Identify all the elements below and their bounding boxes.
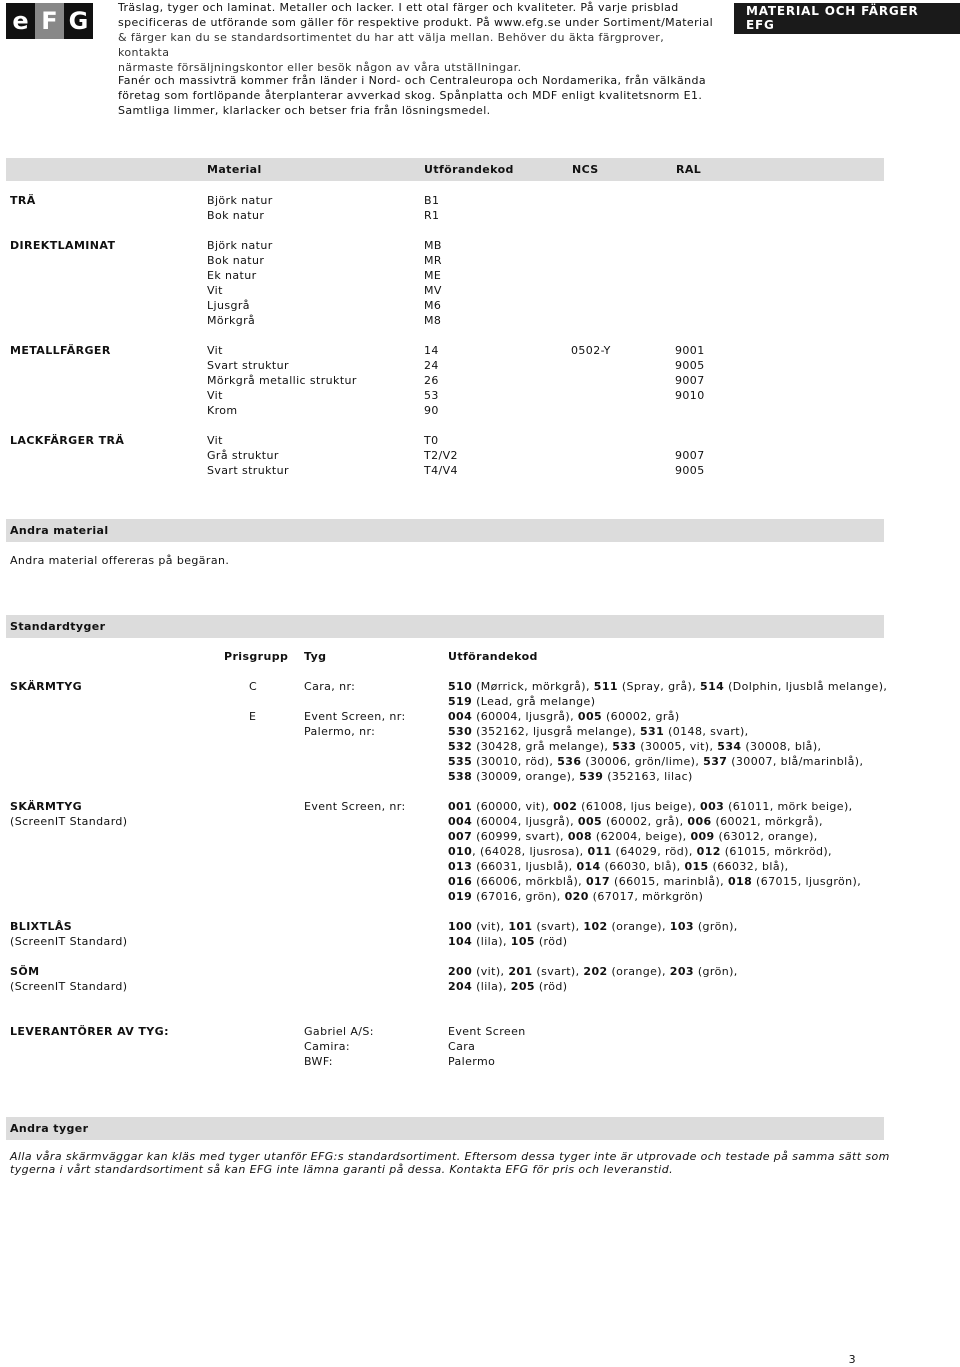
materials-header-bar [6, 158, 884, 181]
fabric-code: 007 [448, 830, 473, 843]
fabric-description: (60021, mörkgrå), [711, 815, 823, 828]
material-material-cell: Ljusgrå [207, 299, 250, 312]
efg-logo [6, 3, 93, 39]
fabric-code-line [448, 724, 749, 739]
header-fabric: Tyg [304, 650, 327, 663]
material-material-cell: Bok natur [207, 254, 265, 267]
fabric-code: 017 [585, 875, 611, 888]
header-ncs: NCS [572, 163, 599, 176]
fabric-code: 205 [510, 980, 535, 993]
fabric-description: (61015, mörkröd), [720, 845, 832, 858]
fabric-description: (30007, blå/marinblå), [727, 755, 864, 768]
fabric-code: 537 [703, 755, 728, 768]
fabric-description: (60000, vit), [472, 800, 554, 813]
fabric-description: (66006, mörkblå), [472, 875, 586, 888]
category-zipper: BLIXTLÅS [10, 920, 73, 933]
fabric-description: (60004, ljusgrå), [472, 710, 578, 723]
fabric-description: (30009, orange), [472, 770, 580, 783]
section-badge [734, 3, 960, 34]
fabric-code: 005 [577, 815, 603, 828]
material-category: METALLFÄRGER [10, 344, 111, 357]
fabric-description: (lila), [472, 980, 511, 993]
fabric-description: , (64028, ljusrosa), [472, 845, 588, 858]
standard-fabrics-bar [6, 615, 884, 638]
fabric-description: (66015, marinblå), [610, 875, 728, 888]
category-screen-fabric: SKÄRMTYG [10, 680, 83, 693]
fabric-code: 510 [448, 680, 473, 693]
material-material-cell: Björk natur [207, 239, 273, 252]
header-ral: RAL [676, 163, 702, 176]
fabric-description: (Spray, grå), [617, 680, 701, 693]
fabric-code-line [448, 769, 693, 784]
badge-line1: MATERIAL OCH FÄRGER [746, 4, 919, 18]
fabric-code-line [448, 934, 567, 949]
fabric-code: 105 [510, 935, 535, 948]
material-code-cell: 53 [424, 389, 439, 402]
fabric-code: 511 [593, 680, 618, 693]
header-code: Utförandekod [424, 163, 514, 176]
fabric-event-screen: Event Screen, nr: [304, 710, 406, 723]
info-line: Fanér och massivträ kommer från länder i Nord- och Centraleuropa och Nordamerika, från välkända [118, 74, 706, 87]
fabric-description: (61008, ljus beige), [577, 800, 701, 813]
material-code-cell: 14 [424, 344, 439, 357]
material-material-cell: Vit [207, 434, 223, 447]
fabric-code-line [448, 979, 567, 994]
fabric-description: (lila), [472, 935, 511, 948]
material-code-cell: MB [424, 239, 442, 252]
other-material-title: Andra material [10, 524, 109, 537]
fabric-code: 006 [687, 815, 712, 828]
fabric-description: (Dolphin, ljusblå melange), [724, 680, 888, 693]
category-screen-fabric-standard: SKÄRMTYG [10, 800, 83, 813]
fabric-code: 101 [508, 920, 533, 933]
fabric-description: (vit), [472, 920, 509, 933]
fabric-code: 018 [727, 875, 753, 888]
standard-fabrics-title: Standardtyger [10, 620, 106, 633]
fabric-code: 538 [448, 770, 473, 783]
material-code-cell: T4/V4 [424, 464, 458, 477]
fabric-code: 102 [583, 920, 608, 933]
material-code-cell: R1 [424, 209, 440, 222]
fabric-description: (orange), [607, 920, 670, 933]
header-price-group: Prisgrupp [224, 650, 289, 663]
fabric-code: 201 [508, 965, 533, 978]
material-code-cell: M6 [424, 299, 442, 312]
material-category: LACKFÄRGER TRÄ [10, 434, 125, 447]
material-material-cell: Svart struktur [207, 359, 289, 372]
fabric-description: (Lead, grå melange) [472, 695, 596, 708]
fabric-code: 204 [448, 980, 473, 993]
fabric-code: 534 [717, 740, 742, 753]
material-code-cell: 26 [424, 374, 439, 387]
material-category: DIREKTLAMINAT [10, 239, 116, 252]
fabric-description: (66032, blå), [708, 860, 789, 873]
material-material-cell: Krom [207, 404, 238, 417]
fabric-description: (67017, mörkgrön) [588, 890, 704, 903]
material-code-cell: M8 [424, 314, 442, 327]
fabric-description: (66030, blå), [600, 860, 685, 873]
material-code-cell: MV [424, 284, 442, 297]
fabric-code: 539 [579, 770, 604, 783]
supplier-product: Cara [448, 1040, 476, 1053]
material-code-cell: MR [424, 254, 442, 267]
fabric-code: 533 [612, 740, 637, 753]
fabric-code-line [448, 964, 738, 979]
info-line: företag som fortlöpande återplanterar avverkad skog. Spånplatta och MDF enligt kvalitetsnorm E1. [118, 89, 703, 102]
fabric-code: 019 [448, 890, 473, 903]
fabric-code: 012 [696, 845, 721, 858]
category-suppliers: LEVERANTÖRER AV TYG: [10, 1025, 169, 1038]
fabric-description: (66031, ljusblå), [472, 860, 577, 873]
material-ral-cell: 9007 [675, 374, 705, 387]
other-fabrics-title: Andra tyger [10, 1122, 89, 1135]
material-material-cell: Grå struktur [207, 449, 279, 462]
fabric-description: (Mørrick, mörkgrå), [472, 680, 594, 693]
other-material-bar [6, 519, 884, 542]
fabric-description: (röd) [534, 980, 568, 993]
page-number: 3 [848, 1353, 856, 1366]
supplier-product: Event Screen [448, 1025, 526, 1038]
fabric-code-line [448, 844, 832, 859]
material-material-cell: Mörkgrå metallic struktur [207, 374, 357, 387]
fabric-code: 203 [669, 965, 694, 978]
fabric-code-line [448, 889, 703, 904]
fabric-description: (60002, grå), [602, 815, 688, 828]
fabric-description: (60002, grå) [602, 710, 680, 723]
material-material-cell: Vit [207, 389, 223, 402]
fabric-code: 008 [567, 830, 593, 843]
fabric-palermo: Palermo, nr: [304, 725, 376, 738]
fabric-code: 001 [448, 800, 473, 813]
material-code-cell: T2/V2 [424, 449, 458, 462]
intro-line: & färger kan du se standardsortimentet du har att välja mellan. Behöver du äkta färgprover, kontakta [118, 31, 665, 59]
header-fabric-code: Utförandekod [448, 650, 538, 663]
logo-letter-g: G [64, 3, 93, 39]
material-code-cell: ME [424, 269, 442, 282]
fabric-description: (352162, ljusgrå melange), [472, 725, 640, 738]
fabric-code: 103 [669, 920, 694, 933]
fabric-code: 100 [448, 920, 473, 933]
fabric-event-screen-standard: Event Screen, nr: [304, 800, 406, 813]
category-sub: (ScreenIT Standard) [10, 815, 128, 828]
fabric-code: 536 [557, 755, 582, 768]
material-category: TRÄ [10, 194, 36, 207]
fabric-description: (60999, svart), [472, 830, 568, 843]
material-code-cell: 90 [424, 404, 439, 417]
fabric-description: (grön), [693, 965, 738, 978]
fabric-code-line [448, 739, 821, 754]
logo-letter-e: e [6, 3, 35, 39]
badge-line2: EFG [746, 18, 775, 32]
fabric-description: (67016, grön), [472, 890, 565, 903]
material-material-cell: Vit [207, 284, 223, 297]
fabric-code: 011 [587, 845, 612, 858]
logo-letter-f: F [35, 3, 64, 39]
fabric-description: (vit), [472, 965, 509, 978]
fabric-description: (0148, svart), [664, 725, 749, 738]
material-material-cell: Mörkgrå [207, 314, 256, 327]
fabric-code: 104 [448, 935, 473, 948]
fabric-description: (67015, ljusgrön), [752, 875, 862, 888]
fabric-code: 002 [553, 800, 578, 813]
fabric-description: (60004, ljusgrå), [472, 815, 578, 828]
fabric-description: (30428, grå melange), [472, 740, 613, 753]
wood-info-paragraph [118, 73, 838, 118]
material-ral-cell: 9005 [675, 464, 705, 477]
material-material-cell: Svart struktur [207, 464, 289, 477]
other-fabrics-line: Alla våra skärmväggar kan kläs med tyger utanför EFG:s standardsortiment. Eftersom dessa tyger inte är utprovade och testade på samma sätt som [10, 1150, 890, 1163]
price-group-e: E [249, 710, 257, 723]
fabric-description: (63012, orange), [714, 830, 818, 843]
intro-paragraph [118, 0, 718, 75]
fabric-description: (30005, vit), [636, 740, 718, 753]
material-ral-cell: 9010 [675, 389, 705, 402]
material-material-cell: Björk natur [207, 194, 273, 207]
fabric-code-line [448, 799, 853, 814]
fabric-code: 013 [448, 860, 473, 873]
info-line: Samtliga limmer, klarlacker och betser fria från lösningsmedel. [118, 104, 491, 117]
supplier-name: BWF: [304, 1055, 333, 1068]
intro-line: specificeras de utförande som gäller för respektive produkt. På www.efg.se under Sortiment/Material [118, 16, 714, 29]
fabric-code: 003 [700, 800, 725, 813]
material-material-cell: Ek natur [207, 269, 257, 282]
fabric-code: 514 [700, 680, 725, 693]
fabric-description: (61011, mörk beige), [724, 800, 853, 813]
fabric-code: 532 [448, 740, 473, 753]
fabric-description: (62004, beige), [592, 830, 691, 843]
material-ral-cell: 9005 [675, 359, 705, 372]
intro-line: Träslag, tyger och laminat. Metaller och lacker. I ett otal färger och kvaliteter. På varje prisblad [118, 1, 679, 14]
fabric-code-line [448, 919, 738, 934]
fabric-code: 535 [448, 755, 473, 768]
fabric-code: 014 [576, 860, 601, 873]
fabric-code: 016 [448, 875, 473, 888]
fabric-description: (352163, lilac) [603, 770, 693, 783]
fabric-code: 202 [583, 965, 608, 978]
fabric-code-line [448, 754, 863, 769]
other-material-text: Andra material offereras på begäran. [10, 554, 230, 567]
material-code-cell: T0 [424, 434, 439, 447]
fabric-code: 015 [684, 860, 709, 873]
fabric-cara: Cara, nr: [304, 680, 356, 693]
fabric-code: 530 [448, 725, 473, 738]
material-ncs-cell: 0502-Y [571, 344, 611, 357]
fabric-description: (svart), [532, 965, 584, 978]
supplier-name: Camira: [304, 1040, 350, 1053]
fabric-code: 010 [448, 845, 473, 858]
header-material: Material [207, 163, 262, 176]
fabric-code-line [448, 829, 818, 844]
fabric-code: 005 [577, 710, 603, 723]
fabric-code: 200 [448, 965, 473, 978]
fabric-description: (grön), [693, 920, 738, 933]
material-material-cell: Bok natur [207, 209, 265, 222]
fabric-description: (30010, röd), [472, 755, 558, 768]
fabric-description: (30006, grön/lime), [581, 755, 704, 768]
fabric-code: 004 [448, 710, 473, 723]
material-code-cell: B1 [424, 194, 440, 207]
fabric-description: (30008, blå), [741, 740, 822, 753]
material-code-cell: 24 [424, 359, 439, 372]
fabric-description: (64029, röd), [611, 845, 697, 858]
supplier-name: Gabriel A/S: [304, 1025, 374, 1038]
supplier-product: Palermo [448, 1055, 496, 1068]
intro-line: närmaste försäljningskontor eller besök någon av våra utställningar. [118, 61, 522, 74]
material-material-cell: Vit [207, 344, 223, 357]
material-ral-cell: 9001 [675, 344, 705, 357]
fabric-code: 531 [640, 725, 665, 738]
fabric-code-line [448, 874, 861, 889]
fabric-code-line [448, 679, 887, 694]
fabric-code: 009 [690, 830, 715, 843]
fabric-code: 004 [448, 815, 473, 828]
fabric-description: (svart), [532, 920, 584, 933]
category-sub: (ScreenIT Standard) [10, 935, 128, 948]
fabric-code-line [448, 814, 823, 829]
price-group-c: C [249, 680, 258, 693]
category-sub: (ScreenIT Standard) [10, 980, 128, 993]
fabric-code-line [448, 694, 595, 709]
fabric-code: 519 [448, 695, 473, 708]
fabric-code-line [448, 859, 789, 874]
fabric-description: (orange), [607, 965, 670, 978]
category-seam: SÖM [10, 965, 40, 978]
other-fabrics-bar [6, 1117, 884, 1140]
fabric-code-line [448, 709, 680, 724]
fabric-code: 020 [564, 890, 589, 903]
other-fabrics-line: tygerna i vårt standardsortiment så kan EFG inte lämna garanti på dessa. Kontakta EFG för pris och leveranstid. [10, 1163, 673, 1176]
fabric-description: (röd) [534, 935, 568, 948]
material-ral-cell: 9007 [675, 449, 705, 462]
